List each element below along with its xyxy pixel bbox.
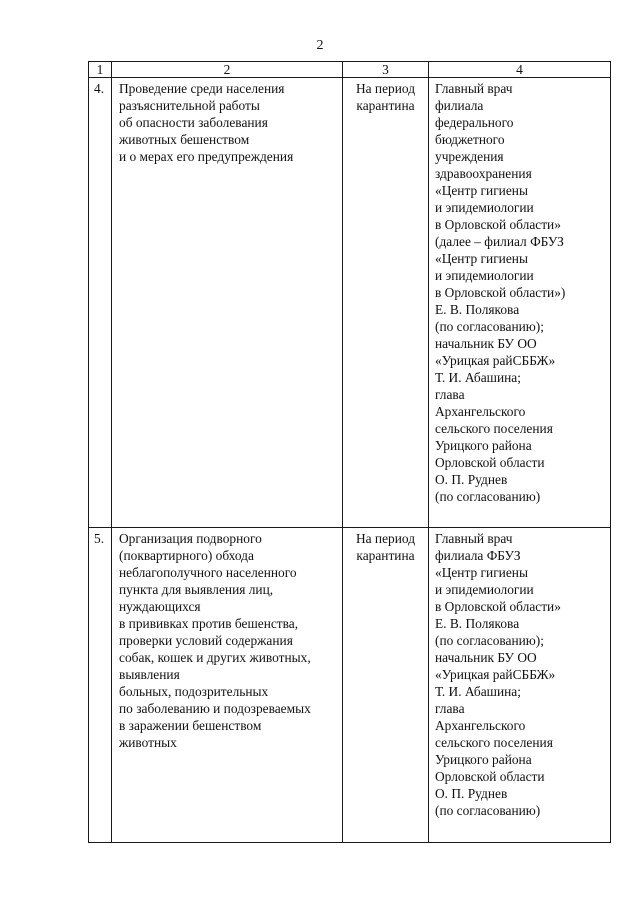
responsible-line: филиала ФБУЗ: [435, 548, 521, 563]
description-line: собак, кошек и других животных,: [119, 650, 311, 665]
responsible-line: Е. В. Полякова: [435, 302, 520, 317]
responsible-line: Орловской области: [435, 455, 545, 470]
responsible-line: бюджетного: [435, 132, 505, 147]
responsible-line: «Центр гигиены: [435, 251, 528, 266]
responsible-line: в Орловской области»: [435, 599, 561, 614]
responsible-line: Главный врач: [435, 531, 513, 546]
description-line: пункта для выявления лиц,: [119, 582, 274, 597]
responsible-line: Урицкого района: [435, 438, 532, 453]
responsible-line: Архангельского: [435, 404, 526, 419]
responsible-line: Т. И. Абашина;: [435, 370, 521, 385]
period-line: карантина: [356, 548, 415, 563]
responsible-line: О. П. Руднев: [435, 472, 508, 487]
description-line: животных: [119, 735, 177, 750]
responsible-line: учреждения: [435, 149, 504, 164]
responsible-line: в Орловской области»): [435, 285, 566, 300]
responsible-cell: [429, 528, 611, 843]
period-line: На период: [355, 531, 416, 546]
table-header-row: [89, 62, 611, 78]
table-row: [89, 78, 611, 528]
period-line: карантина: [356, 98, 415, 113]
responsible-line: (по согласованию);: [435, 633, 544, 648]
responsible-line: глава: [435, 387, 465, 402]
description-line: разъяснительной работы: [119, 98, 260, 113]
column-header: 2: [112, 62, 343, 78]
page-number: 2: [316, 38, 324, 53]
responsible-line: Е. В. Полякова: [435, 616, 520, 631]
responsible-cell: [429, 78, 611, 528]
responsible-line: и эпидемиологии: [435, 200, 534, 215]
column-header: 3: [343, 62, 429, 78]
description-line: Организация подворного: [119, 531, 262, 546]
description-line: нуждающихся: [119, 599, 201, 614]
responsible-line: Т. И. Абашина;: [435, 684, 521, 699]
responsible-line: (по согласованию): [435, 489, 541, 504]
measure-description: [112, 528, 343, 843]
period-line: На период: [355, 81, 416, 96]
responsible-line: федерального: [435, 115, 514, 130]
period-cell: [343, 78, 429, 528]
responsible-line: «Урицкая райСББЖ»: [435, 667, 556, 682]
description-line: и о мерах его предупреждения: [119, 149, 294, 164]
column-header: 4: [429, 62, 611, 78]
measure-description: [112, 78, 343, 528]
responsible-line: филиала: [435, 98, 484, 113]
responsible-line: Орловской области: [435, 769, 545, 784]
responsible-line: глава: [435, 701, 465, 716]
row-number: 5.: [89, 528, 112, 843]
responsible-line: «Центр гигиены: [435, 565, 528, 580]
description-line: проверки условий содержания: [119, 633, 293, 648]
description-line: выявления: [119, 667, 180, 682]
column-header: 1: [89, 62, 112, 78]
responsible-line: «Центр гигиены: [435, 183, 528, 198]
responsible-line: сельского поселения: [435, 421, 553, 436]
responsible-line: и эпидемиологии: [435, 268, 534, 283]
measures-table: [88, 61, 611, 843]
period-cell: [343, 528, 429, 843]
description-line: Проведение среди населения: [119, 81, 285, 96]
responsible-line: начальник БУ ОО: [435, 336, 537, 351]
table-row: [89, 528, 611, 843]
description-line: в прививках против бешенства,: [119, 616, 299, 631]
responsible-line: (по согласованию);: [435, 319, 544, 334]
description-line: животных бешенством: [119, 132, 250, 147]
responsible-line: Архангельского: [435, 718, 526, 733]
responsible-line: сельского поселения: [435, 735, 553, 750]
responsible-line: и эпидемиологии: [435, 582, 534, 597]
description-line: в заражении бешенством: [119, 718, 262, 733]
description-line: (поквартирного) обхода: [119, 548, 254, 563]
responsible-line: (по согласованию): [435, 803, 541, 818]
responsible-line: О. П. Руднев: [435, 786, 508, 801]
responsible-line: здравоохранения: [435, 166, 532, 181]
description-line: об опасности заболевания: [119, 115, 268, 130]
responsible-line: «Урицкая райСББЖ»: [435, 353, 556, 368]
responsible-line: начальник БУ ОО: [435, 650, 537, 665]
description-line: неблагополучного населенного: [119, 565, 297, 580]
row-number: 4.: [89, 78, 112, 528]
description-line: больных, подозрительных: [119, 684, 269, 699]
responsible-line: Главный врач: [435, 81, 513, 96]
responsible-line: Урицкого района: [435, 752, 532, 767]
responsible-line: (далее – филиал ФБУЗ: [435, 234, 564, 249]
description-line: по заболеванию и подозреваемых: [119, 701, 311, 716]
responsible-line: в Орловской области»: [435, 217, 561, 232]
